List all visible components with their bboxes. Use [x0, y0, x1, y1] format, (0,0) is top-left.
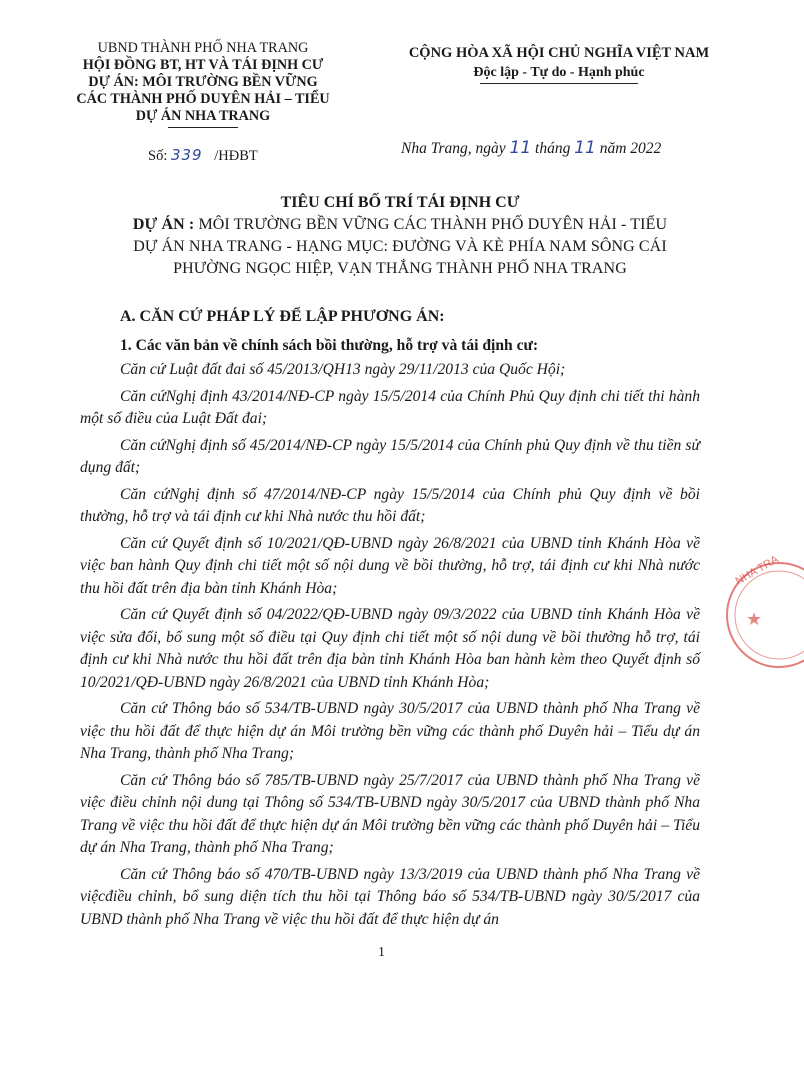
- authority-line-2: HỘI ĐỒNG BT, HT VÀ TÁI ĐỊNH CƯ: [82, 57, 324, 73]
- svg-text:★: ★: [746, 609, 763, 630]
- place-date-text-3: năm 2022: [599, 140, 662, 157]
- paragraph: Căn cứ Thông báo số 785/TB-UBND ngày 25/7/2017 của UBND thành phố Nha Trang về việc điều chỉnh nội dung tại Thông số 534/TB-UBND ngày 30/5/2017 của UBND thành phố Nha Trang về việc thu hồi đất để thực hiện dự án Môi trường bền vững các thành phố Duyên hải – Tiểu dự án Nha Trang, thành phố Nha Trang;: [80, 771, 700, 856]
- authority-line-1: UBND THÀNH PHỐ NHA TRANG: [97, 40, 309, 56]
- paragraph: Căn cứNghị định số 45/2014/NĐ-CP ngày 15/5/2014 của Chính phủ Quy định về thu tiền sử dụng đất;: [80, 436, 700, 476]
- authority-underline: [168, 127, 238, 128]
- doc-number-suffix: /HĐBT: [214, 148, 258, 164]
- section-heading-1: 1. Các văn bản về chính sách bồi thường, hỗ trợ và tái định cư:: [120, 336, 539, 354]
- motto-underline: [480, 83, 638, 84]
- authority-line-4: CÁC THÀNH PHỐ DUYÊN HẢI – TIỂU: [76, 91, 330, 107]
- authority-line-5: DỰ ÁN NHA TRANG: [135, 108, 271, 124]
- document-title-block: [80, 192, 720, 280]
- motto: Độc lập - Tự do - Hạnh phúc: [473, 65, 645, 80]
- month-handwritten: 11: [574, 138, 596, 158]
- place-date-text-2: tháng: [535, 140, 571, 157]
- svg-text:NHA TRA: NHA TRA: [733, 553, 781, 588]
- document-title: TIÊU CHÍ BỐ TRÍ TÁI ĐỊNH CƯ: [280, 194, 520, 211]
- page-number: 1: [378, 945, 385, 960]
- national-motto-block: [384, 44, 734, 84]
- doc-number-handwritten: 339: [170, 146, 203, 164]
- day-handwritten: 11: [509, 138, 532, 158]
- section-heading-a: A. CĂN CỨ PHÁP LÝ ĐỂ LẬP PHƯƠNG ÁN:: [120, 308, 445, 325]
- doc-number-prefix: Số:: [148, 148, 168, 164]
- project-line-3: PHƯỜNG NGỌC HIỆP, VẠN THẮNG THÀNH PHỐ NHA TRANG: [173, 260, 627, 277]
- project-line-2: DỰ ÁN NHA TRANG - HẠNG MỤC: ĐƯỜNG VÀ KÈ PHÍA NAM SÔNG CÁI: [133, 238, 667, 255]
- project-line-1-text: MÔI TRƯỜNG BỀN VỮNG CÁC THÀNH PHỐ DUYÊN HẢI - TIỂU: [198, 216, 668, 233]
- document-body: [80, 306, 700, 935]
- authority-line-3: DỰ ÁN: MÔI TRƯỜNG BỀN VỮNG: [88, 74, 318, 90]
- project-line-1: [80, 214, 720, 236]
- paragraph: Căn cứ Quyết định số 04/2022/QĐ-UBND ngày 09/3/2022 của UBND tỉnh Khánh Hòa về việc sửa đổi, bổ sung một số điều tại Quy định chi tiết một số nội dung về bồi thường hỗ trợ, tái định cư khi Nhà nước thu hồi đất trên địa bàn tỉnh Khánh Hòa ban hành kèm theo Quyết định số 10/2021/QĐ-UBND ngày 26/8/2021 của UBND tỉnh Khánh Hòa;: [80, 606, 700, 691]
- paragraph: Căn cứ Luật đất đai số 45/2013/QH13 ngày 29/11/2013 của Quốc Hội;: [120, 361, 566, 378]
- paragraph: Căn cứNghị định số 47/2014/NĐ-CP ngày 15/5/2014 của Chính phủ Quy định về bồi thường, hỗ trợ và tái định cư khi Nhà nước thu hồi đất;: [80, 485, 700, 525]
- paragraph: Căn cứ Quyết định số 10/2021/QĐ-UBND ngày 26/8/2021 của UBND tỉnh Khánh Hòa về việc ban hành Quy định chi tiết một số nội dung về bồi thường, hỗ trợ, tái định cư khi Nhà nước thu hồi đất trên địa bàn tỉnh Khánh Hòa;: [80, 534, 700, 597]
- paragraph: Căn cứ Thông báo số 534/TB-UBND ngày 30/5/2017 của UBND thành phố Nha Trang về việc thu hồi đất để thực hiện dự án Môi trường bền vững các thành phố Duyên hải – Tiểu dự án Nha Trang, thành phố Nha Trang;: [80, 700, 700, 762]
- paragraph: Căn cứNghị định 43/2014/NĐ-CP ngày 15/5/2014 của Chính Phủ Quy định chi tiết thi hành một số điều của Luật Đất đai;: [80, 387, 700, 427]
- place-date-text-1: Nha Trang, ngày: [401, 140, 506, 157]
- country-name: CỘNG HÒA XÃ HỘI CHỦ NGHĨA VIỆT NAM: [408, 45, 710, 61]
- document-number: [148, 146, 258, 165]
- place-date: [401, 138, 661, 158]
- paragraph: Căn cứ Thông báo số 470/TB-UBND ngày 13/3/2019 của UBND thành phố Nha Trang về việcđiều chỉnh, bổ sung diện tích thu hồi tại Thông báo số 534/TB-UBND ngày 30/5/2017 của UBND thành phố Nha Trang về việc thu hồi đất để thực hiện dự án: [80, 865, 700, 928]
- issuing-authority-block: [72, 40, 334, 128]
- project-label: DỰ ÁN :: [132, 216, 195, 233]
- red-seal-stamp: [724, 545, 804, 685]
